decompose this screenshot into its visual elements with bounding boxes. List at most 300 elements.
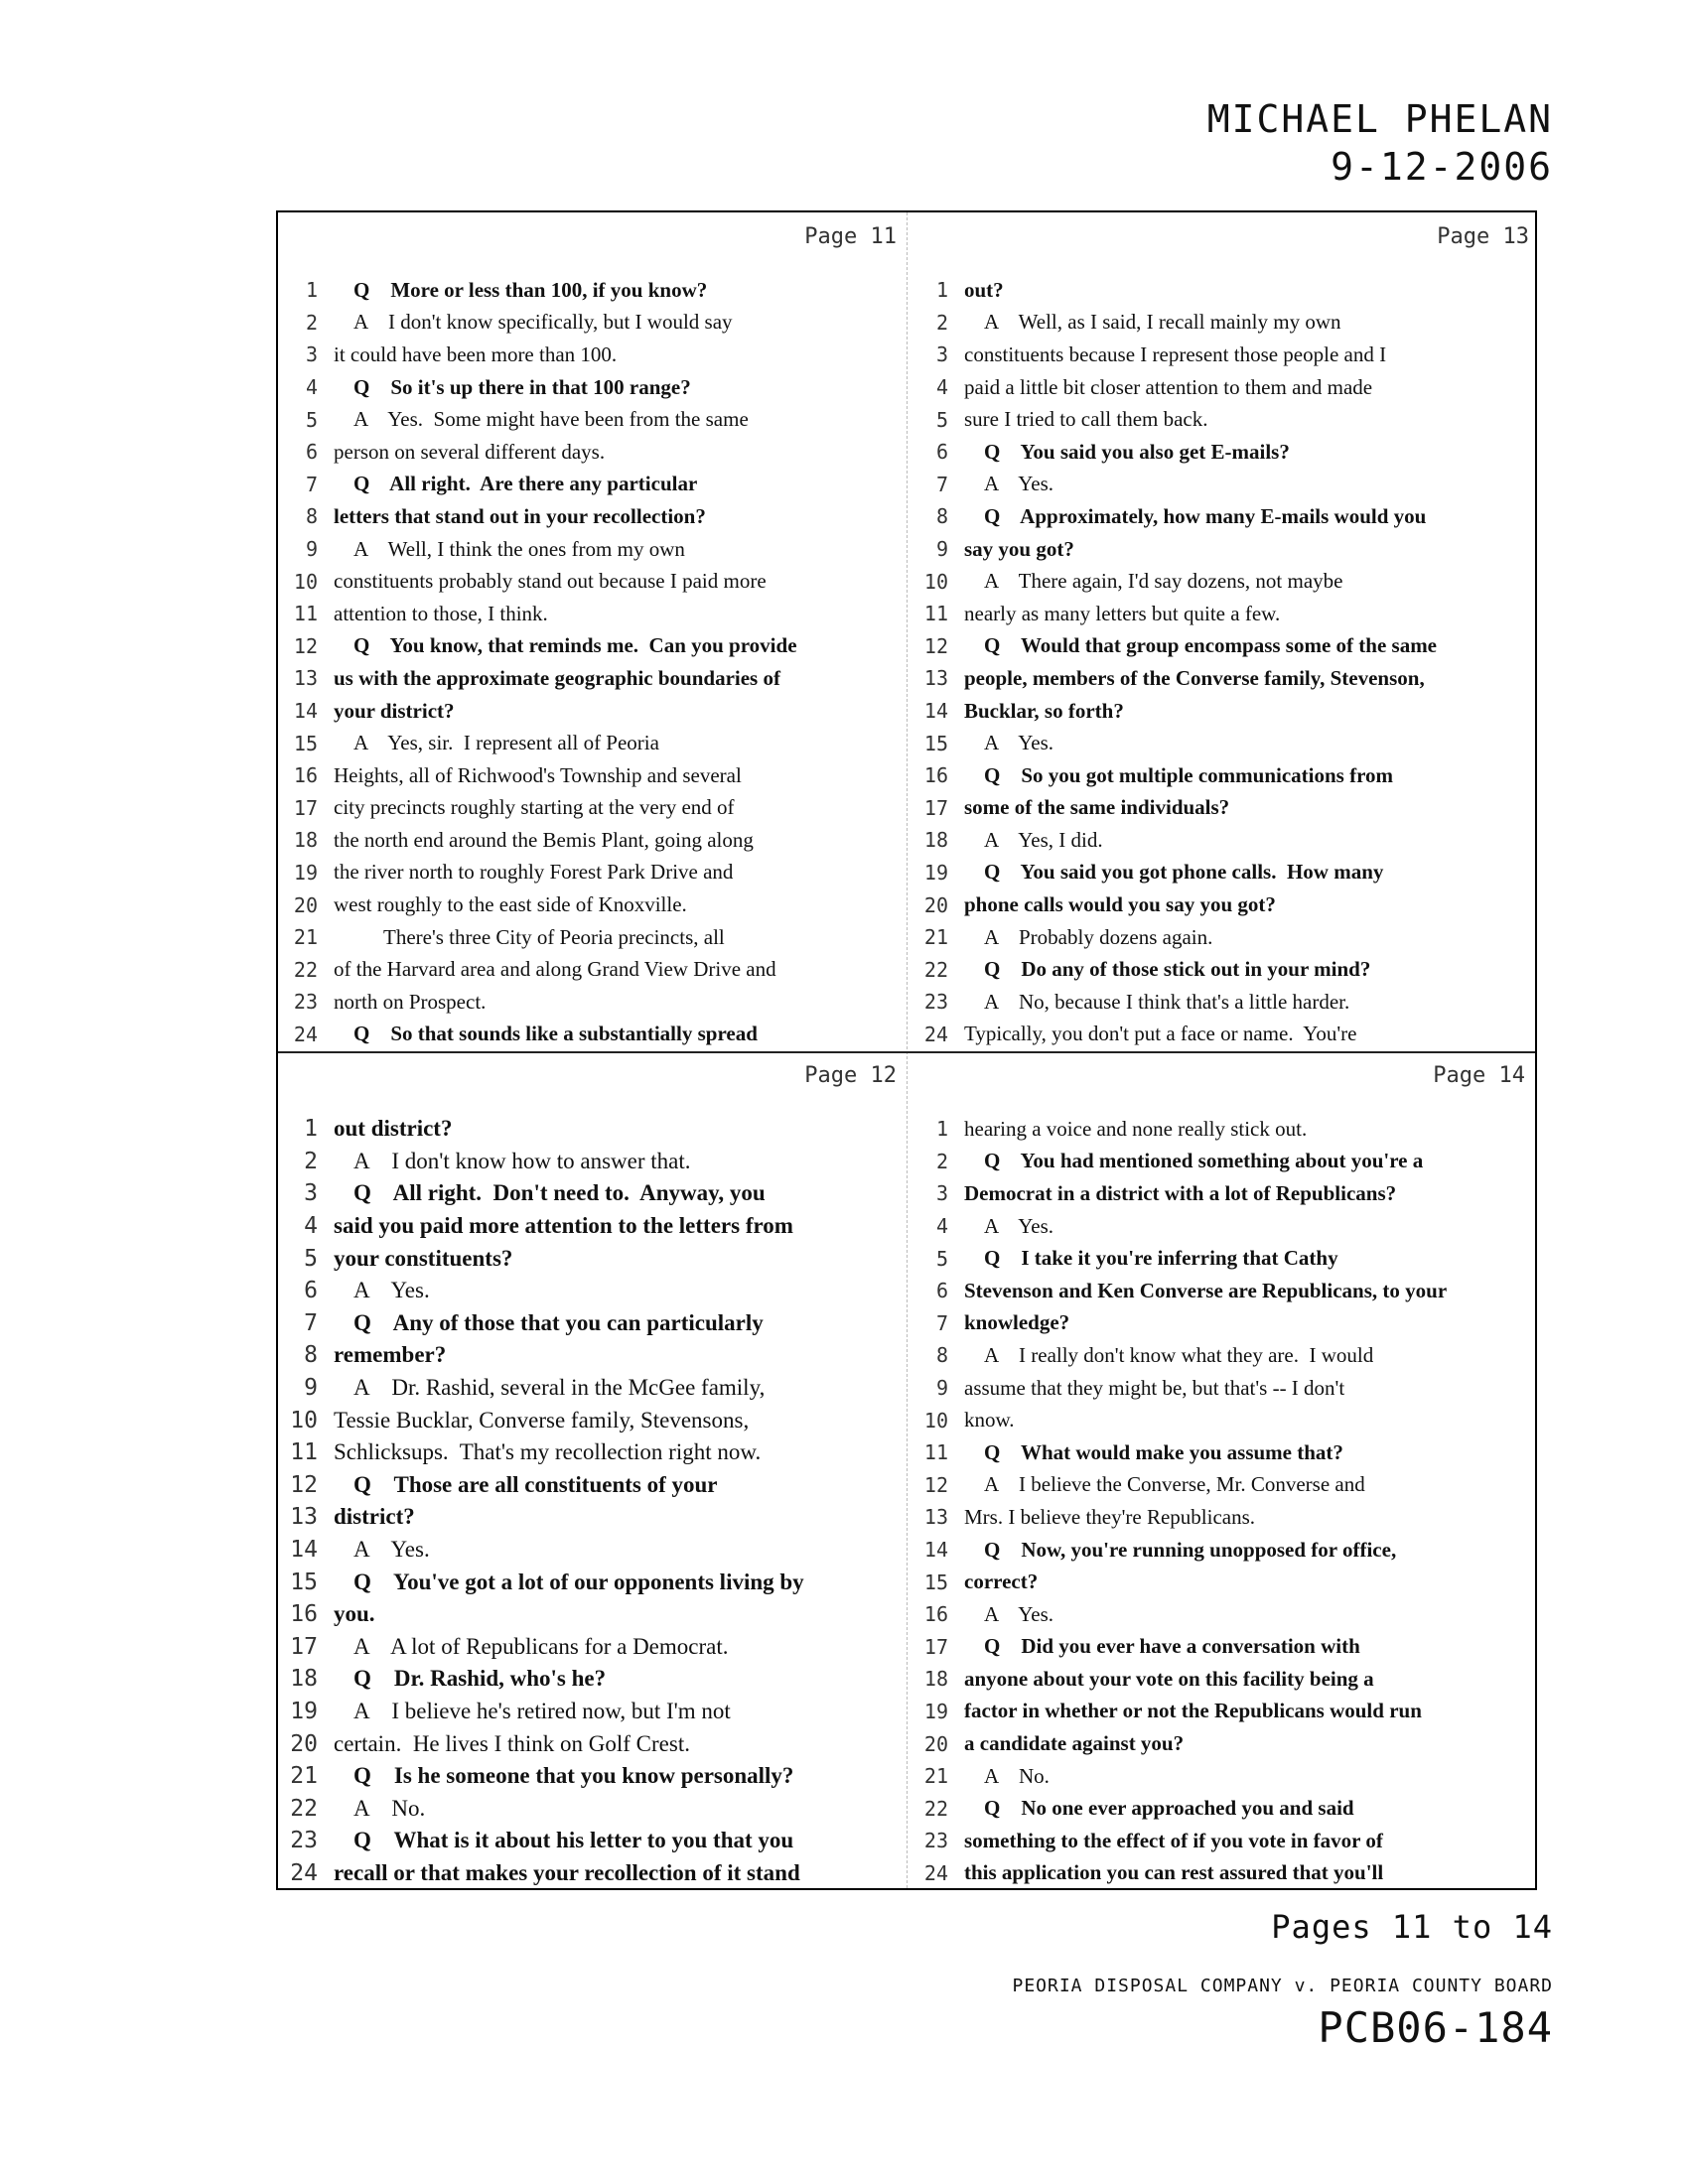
transcript-lines [278,274,909,1050]
line-number: 19 [923,860,948,885]
transcript-line [909,1501,1539,1534]
transcript-line [909,921,1539,954]
line-text: A Yes. [984,1601,1054,1626]
line-number: 14 [923,699,948,724]
line-text: people, members of the Converse family, Stevenson, [964,665,1425,690]
line-text: certain. He lives I think on Golf Crest. [334,1730,690,1756]
line-text: A Yes. [353,1278,430,1303]
transcript-line [909,1404,1539,1436]
page-title: Page 12 [804,1063,897,1088]
line-number: 12 [290,1471,318,1498]
line-number: 23 [293,990,318,1015]
line-number: 10 [290,1407,318,1433]
line-text: letters that stand out in your recollection? [334,503,706,528]
line-text: say you got? [964,536,1074,561]
transcript-line [909,1727,1539,1760]
line-text: A Yes. [984,1213,1054,1238]
transcript-line [278,500,909,533]
line-number: 12 [923,1472,948,1497]
line-text: A Yes. [353,1537,430,1563]
transcript-line [278,1019,909,1051]
line-text: A Well, as I said, I recall mainly my own [984,310,1341,335]
line-number: 19 [293,860,318,885]
page-panel-13 [909,212,1539,1051]
line-number: 2 [935,1149,948,1173]
line-number: 17 [923,1634,948,1659]
line-text: out district? [334,1116,453,1142]
line-number: 12 [923,633,948,658]
transcript-line [278,824,909,857]
line-number: 4 [305,375,318,400]
line-number: 4 [935,375,948,400]
line-text: attention to those, I think. [334,601,548,625]
line-text: knowledge? [964,1310,1070,1335]
line-text: constituents probably stand out because I paid more [334,569,767,594]
line-text: the river north to roughly Forest Park Drive and [334,860,734,885]
transcript-line [278,1469,909,1502]
transcript-line [909,857,1539,889]
transcript-line [909,1146,1539,1178]
transcript-line [909,307,1539,340]
line-number: 17 [290,1633,318,1660]
transcript-line [909,1631,1539,1664]
line-text: Q Those are all constituents of your [353,1471,718,1497]
line-number: 15 [923,1570,948,1594]
line-number: 18 [293,828,318,853]
transcript-line [909,1307,1539,1340]
transcript-line [909,1019,1539,1051]
line-text: anyone about your vote on this facility being a [964,1666,1374,1691]
line-text: Q No one ever approached you and said [984,1796,1354,1821]
transcript-line [909,1760,1539,1793]
line-number: 20 [293,892,318,917]
line-text: phone calls would you say you got? [964,892,1276,917]
line-text: Q Approximately, how many E-mails would you [984,503,1427,528]
line-number: 23 [923,1829,948,1853]
line-text: out? [964,277,1004,302]
line-number: 21 [923,1764,948,1789]
transcript-line [909,598,1539,630]
line-text: A A lot of Republicans for a Democrat. [353,1633,729,1659]
line-text: Q So it's up there in that 100 range? [353,374,691,399]
transcript-line [278,1760,909,1793]
line-text: A Yes. [984,472,1054,496]
line-text: Q Is he someone that you know personally? [353,1763,794,1789]
line-text: a candidate against you? [964,1731,1185,1756]
line-number: 24 [923,1022,948,1046]
deponent-name: MICHAEL PHELAN [1206,97,1553,141]
transcript-line [909,1210,1539,1243]
line-number: 24 [293,1022,318,1046]
line-text: Q What would make you assume that? [984,1439,1343,1464]
line-number: 6 [305,440,318,465]
transcript-line [909,1339,1539,1372]
line-number: 3 [935,342,948,367]
line-number: 14 [290,1537,318,1564]
transcript-line [909,274,1539,307]
line-text: nearly as many letters but quite a few. [964,601,1281,625]
transcript-line [278,1792,909,1825]
line-text: Q Would that group encompass some of the same [984,633,1438,658]
line-text: A Yes, sir. I represent all of Peoria [353,731,659,755]
line-number: 17 [923,795,948,820]
line-text: Q You know, that reminds me. Can you provide [353,633,797,658]
transcript-line [278,1631,909,1664]
line-text: Q So that sounds like a substantially spread [353,1022,758,1046]
transcript-line [909,565,1539,598]
line-number: 13 [923,1505,948,1530]
line-number: 16 [923,763,948,788]
line-text: Q What is it about his letter to you that you [353,1828,794,1853]
transcript-line [278,1436,909,1469]
line-number: 16 [293,763,318,788]
line-text: district? [334,1504,415,1530]
page-title: Page 11 [804,224,897,249]
line-text: Q Dr. Rashid, who's he? [353,1666,607,1692]
line-text: A Dr. Rashid, several in the McGee family, [353,1375,766,1401]
transcript-line [909,727,1539,759]
line-text: know. [964,1408,1015,1433]
line-number: 20 [923,892,948,917]
transcript-lines [278,1113,909,1889]
transcript-line [278,1177,909,1210]
line-text: Mrs. I believe they're Republicans. [964,1504,1256,1529]
line-number: 3 [304,1180,318,1207]
line-number: 21 [923,925,948,950]
line-text: recall or that makes your recollection of it stand [334,1859,800,1885]
transcript-lines [909,274,1539,1050]
line-text: A Probably dozens again. [984,924,1213,949]
line-number: 5 [935,407,948,432]
case-number: PCB06-184 [1318,2003,1553,2052]
transcript-line [909,630,1539,663]
line-text: A No. [984,1763,1050,1788]
line-number: 18 [290,1666,318,1693]
line-number: 21 [290,1763,318,1790]
line-text: the north end around the Bemis Plant, going along [334,827,754,852]
transcript-line [909,792,1539,825]
line-number: 11 [923,602,948,626]
line-number: 6 [304,1278,318,1304]
line-text: it could have been more than 100. [334,341,618,366]
line-number: 8 [935,504,948,529]
transcript-line [278,1534,909,1567]
line-text: Democrat in a district with a lot of Republicans? [964,1180,1397,1205]
line-text: A I don't know specifically, but I would say [353,310,733,335]
line-number: 2 [935,310,948,335]
transcript-line [909,1177,1539,1210]
transcript-line [278,1113,909,1146]
transcript-line [278,1242,909,1275]
transcript-line [278,274,909,307]
line-text: Q All right. Don't need to. Anyway, you [353,1180,766,1206]
line-text: said you paid more attention to the letters from [334,1213,793,1239]
transcript-line [278,759,909,792]
transcript-line [278,339,909,371]
transcript-line [278,727,909,759]
line-text: of the Harvard area and along Grand View Drive and [334,957,776,982]
line-text: Q You said you got phone calls. How many [984,860,1384,885]
line-number: 16 [923,1602,948,1627]
line-text: paid a little bit closer attention to them and made [964,374,1373,399]
line-text: Stevenson and Ken Converse are Republicans, to your [964,1278,1448,1302]
line-number: 15 [290,1569,318,1595]
page-panel-14 [909,1051,1539,1890]
line-number: 1 [935,1117,948,1142]
transcript-line [278,857,909,889]
line-number: 4 [304,1213,318,1240]
line-text: A I believe the Converse, Mr. Converse and [984,1472,1365,1497]
transcript-line [278,1857,909,1890]
line-number: 7 [304,1309,318,1336]
line-number: 6 [935,1279,948,1303]
transcript-line [278,1404,909,1436]
transcript-line [278,986,909,1019]
line-number: 8 [305,504,318,529]
line-text: remember? [334,1342,447,1368]
page-panel-12 [278,1051,909,1890]
transcript-line [278,1696,909,1728]
transcript-line [278,662,909,695]
transcript-line [909,759,1539,792]
page-title: Page 13 [1437,224,1529,249]
line-text: A Yes, I did. [984,827,1103,852]
transcript-line [278,1566,909,1598]
transcript-line [909,1436,1539,1469]
line-number: 9 [305,537,318,562]
transcript-line [278,1663,909,1696]
line-number: 16 [290,1601,318,1628]
deposition-date: 9-12-2006 [1331,145,1553,189]
case-title: PEORIA DISPOSAL COMPANY v. PEORIA COUNTY BOARD [1012,1976,1553,1996]
line-text: Bucklar, so forth? [964,698,1124,723]
line-text: hearing a voice and none really stick out. [964,1116,1308,1141]
line-text: Q You had mentioned something about you're a [984,1149,1424,1173]
transcript-line [909,533,1539,566]
transcript-line [909,1372,1539,1405]
line-number: 12 [293,633,318,658]
line-text: this application you can rest assured that you'll [964,1860,1384,1885]
transcript-line [278,371,909,404]
transcript-line [278,598,909,630]
line-number: 22 [290,1795,318,1822]
line-number: 21 [293,925,318,950]
line-number: 13 [290,1504,318,1531]
line-text: Q I take it you're inferring that Cathy [984,1246,1338,1271]
transcript-line [909,888,1539,921]
line-number: 7 [935,472,948,496]
line-number: 9 [935,537,948,562]
transcript-line [278,1146,909,1178]
transcript-line [909,662,1539,695]
line-text: us with the approximate geographic boundaries of [334,665,780,690]
line-number: 18 [923,828,948,853]
transcript-line [909,824,1539,857]
line-number: 8 [935,1343,948,1368]
transcript-line [909,1857,1539,1890]
transcript-line [909,1242,1539,1275]
transcript-line [278,1275,909,1307]
line-number: 10 [923,1408,948,1433]
transcript-line [909,1275,1539,1307]
line-number: 2 [304,1148,318,1174]
transcript-line [909,1566,1539,1598]
line-text: There's three City of Peoria precincts, all [383,924,725,949]
line-number: 1 [304,1116,318,1143]
line-number: 19 [923,1699,948,1723]
line-number: 9 [304,1375,318,1402]
line-number: 3 [935,1181,948,1206]
line-text: Q Do any of those stick out in your mind? [984,957,1371,982]
transcript-line [278,436,909,469]
line-text: north on Prospect. [334,989,487,1014]
line-number: 1 [305,278,318,303]
transcript-line [909,500,1539,533]
line-number: 3 [305,342,318,367]
transcript-line [909,1696,1539,1728]
line-number: 15 [923,731,948,755]
line-text: constituents because I represent those people and I [964,341,1387,366]
transcript-line [909,403,1539,436]
transcript-line [909,1663,1539,1696]
line-text: Q So you got multiple communications from [984,762,1394,787]
line-text: person on several different days. [334,439,606,464]
transcript-line [278,630,909,663]
line-text: assume that they might be, but that's -- I don't [964,1375,1345,1400]
line-text: Heights, all of Richwood's Township and several [334,762,742,787]
line-number: 20 [290,1730,318,1757]
line-text: something to the effect of if you vote in favor of [964,1828,1383,1852]
line-text: A Well, I think the ones from my own [353,536,685,561]
line-number: 20 [923,1731,948,1756]
line-text: Schlicksups. That's my recollection right now. [334,1439,762,1465]
transcript-line [909,1825,1539,1857]
transcript-line [909,1469,1539,1502]
page-panel-11 [278,212,909,1051]
transcript-line [909,1113,1539,1146]
transcript-line [278,1210,909,1243]
line-number: 14 [923,1538,948,1563]
transcript-line [278,888,909,921]
transcript-line [278,1501,909,1534]
transcript-line [909,436,1539,469]
transcript-line [909,1792,1539,1825]
line-text: A Yes. [984,731,1054,755]
transcript-line [278,792,909,825]
line-text: you. [334,1601,375,1627]
line-number: 11 [290,1439,318,1466]
line-number: 5 [935,1246,948,1271]
line-number: 24 [923,1860,948,1885]
transcript-line [278,307,909,340]
line-number: 15 [293,731,318,755]
line-number: 4 [935,1214,948,1239]
line-text: A I believe he's retired now, but I'm not [353,1698,731,1723]
line-number: 18 [923,1667,948,1692]
transcript-line [909,339,1539,371]
line-number: 2 [305,310,318,335]
line-number: 13 [923,666,948,691]
transcript-line [278,1372,909,1405]
page-title: Page 14 [1433,1063,1525,1088]
line-number: 8 [304,1342,318,1369]
line-text: A I don't know how to answer that. [353,1148,691,1173]
line-text: west roughly to the east side of Knoxville. [334,892,687,917]
line-text: Tessie Bucklar, Converse family, Stevensons, [334,1407,750,1433]
line-number: 23 [290,1828,318,1854]
line-number: 22 [293,957,318,982]
line-text: some of the same individuals? [964,795,1230,820]
line-number: 9 [935,1376,948,1401]
line-number: 1 [935,278,948,303]
transcript-line [278,1727,909,1760]
line-text: Q You said you also get E-mails? [984,439,1290,464]
line-text: A No. [353,1795,426,1821]
transcript-line [909,1534,1539,1567]
transcript-lines [909,1113,1539,1889]
line-number: 6 [935,440,948,465]
line-text: Q More or less than 100, if you know? [353,277,708,302]
line-number: 5 [304,1245,318,1272]
line-number: 11 [293,602,318,626]
transcript-line [278,403,909,436]
line-text: correct? [964,1570,1039,1594]
line-text: factor in whether or not the Republicans would run [964,1699,1422,1723]
line-text: Typically, you don't put a face or name. You're [964,1022,1357,1046]
line-text: Q All right. Are there any particular [353,472,698,496]
line-text: A No, because I think that's a little harder. [984,989,1350,1014]
transcript-line [909,695,1539,728]
line-text: sure I tried to call them back. [964,407,1208,432]
transcript-line [278,695,909,728]
transcript-line [278,921,909,954]
line-text: city precincts roughly starting at the very end of [334,795,735,820]
line-text: A Yes. Some might have been from the same [353,407,749,432]
line-number: 7 [305,472,318,496]
line-number: 13 [293,666,318,691]
line-text: Q Any of those that you can particularly [353,1309,764,1335]
transcript-frame [276,210,1537,1890]
transcript-line [278,1598,909,1631]
transcript-line [909,1598,1539,1631]
line-text: your constituents? [334,1245,513,1271]
transcript-line [278,533,909,566]
pages-range: Pages 11 to 14 [1271,1908,1553,1946]
line-number: 5 [305,407,318,432]
transcript-line [278,1339,909,1372]
line-number: 10 [293,569,318,594]
transcript-line [278,565,909,598]
line-number: 22 [923,957,948,982]
transcript-line [278,469,909,501]
transcript-line [278,1825,909,1857]
transcript-line [278,1307,909,1340]
line-text: Q Did you ever have a conversation with [984,1634,1360,1659]
line-text: your district? [334,698,455,723]
line-number: 14 [293,699,318,724]
transcript-line [909,371,1539,404]
transcript-line [909,469,1539,501]
line-number: 19 [290,1698,318,1724]
transcript-line [909,953,1539,986]
transcript-line [278,953,909,986]
line-text: Q You've got a lot of our opponents living by [353,1569,804,1594]
line-text: A There again, I'd say dozens, not maybe [984,569,1343,594]
line-number: 22 [923,1796,948,1821]
line-number: 23 [923,990,948,1015]
line-number: 17 [293,795,318,820]
line-text: A I really don't know what they are. I would [984,1342,1374,1367]
